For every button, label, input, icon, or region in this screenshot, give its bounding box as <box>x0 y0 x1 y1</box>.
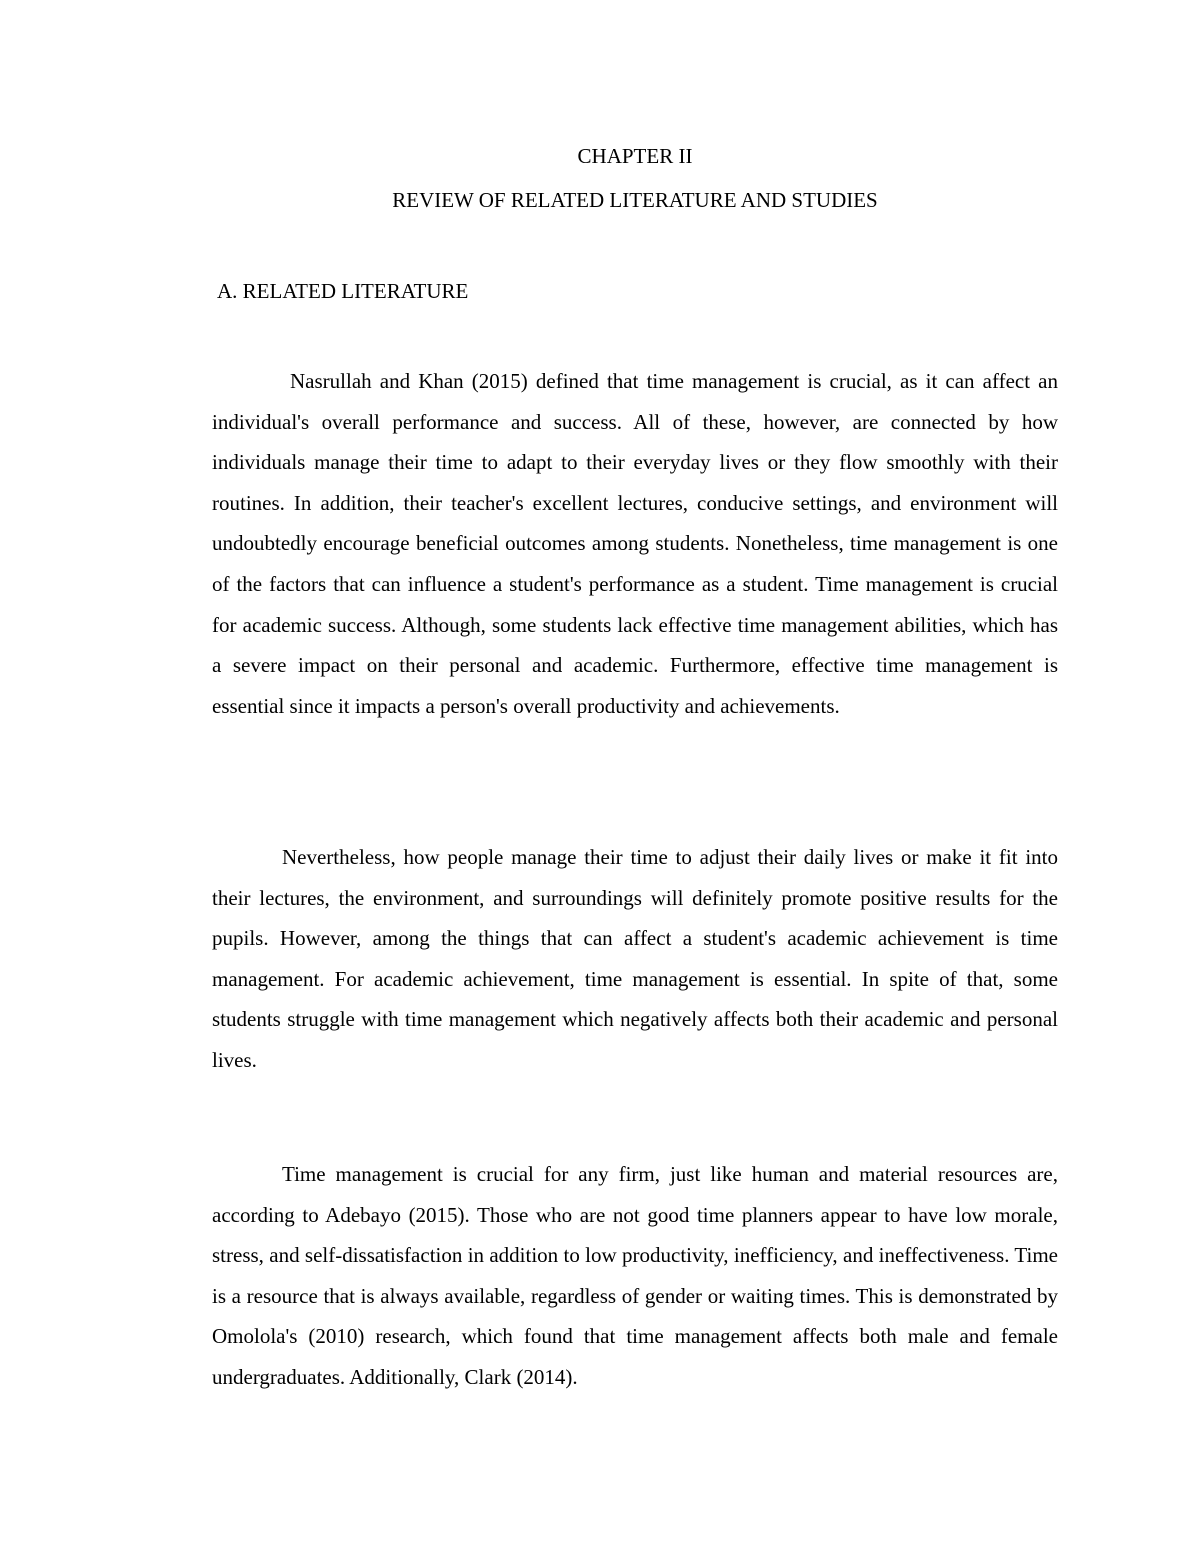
chapter-subtitle: REVIEW OF RELATED LITERATURE AND STUDIES <box>392 188 878 212</box>
chapter-title: CHAPTER II <box>577 144 693 168</box>
section-heading: A. RELATED LITERATURE <box>217 279 469 303</box>
paragraph-2: Nevertheless, how people manage their time to adjust their daily lives or make it fit into their lectures, the environment, and surroundings will definitely promote positive results for the pupils. However, among the things that can affect a student's academic achievement is time management. For academic achievement, time management is essential. In spite of that, some students struggle with time management which negatively affects both their academic and personal lives. <box>212 845 1058 1072</box>
paragraph-3: Time management is crucial for any firm, just like human and material resources are, according to Adebayo (2015). Those who are not good time planners appear to have low morale, stress, and self-dissatisfaction in addition to low productivity, inefficiency, and ineffectiveness. Time is a resource that is always available, regardless of gender or waiting times. This is demonstrated by Omolola's (2010) research, which found that time management affects both male and female undergraduates. Additionally, Clark (2014). <box>212 1162 1058 1389</box>
paragraph-1: Nasrullah and Khan (2015) defined that time management is crucial, as it can affect an individual's overall performance and success. All of these, however, are connected by how individuals manage their time to adapt to their everyday lives or they flow smoothly with their routines. In addition, their teacher's excellent lectures, conducive settings, and environment will undoubtedly encourage beneficial outcomes among students. Nonetheless, time management is one of the factors that can influence a student's performance as a student. Time management is crucial for academic success. Although, some students lack effective time management abilities, which has a severe impact on their personal and academic. Furthermore, effective time management is essential since it impacts a person's overall productivity and achievements. <box>212 369 1058 718</box>
